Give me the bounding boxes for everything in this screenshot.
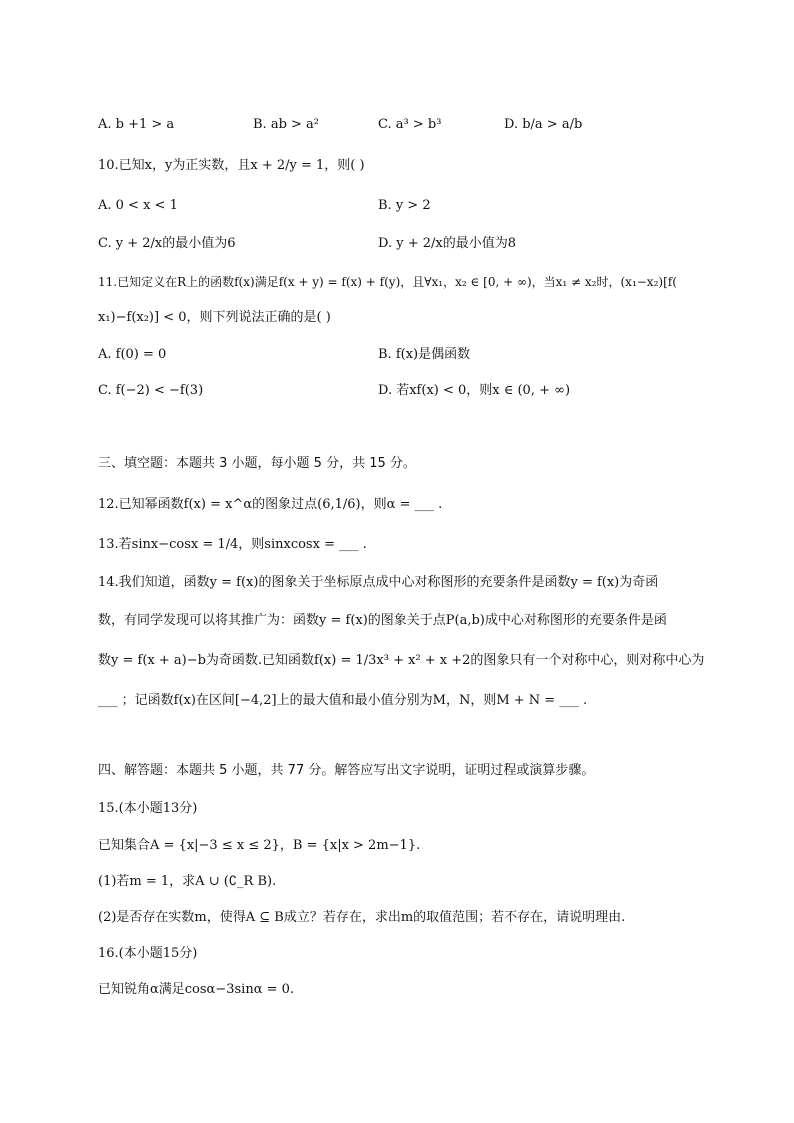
q14-line2: 数，有同学发现可以将其推广为：函数y = f(x)的图象关于点P(a,b)成中心对称图形的充要条件是函 [98, 613, 667, 628]
q14-line3: 数y = f(x + a)−b为奇函数.已知函数f(x) = 1/3x³ + x² + x +2的图象只有一个对称中心，则对称中心为 [98, 653, 705, 668]
q14-line1: 14.我们知道，函数y = f(x)的图象关于坐标原点成中心对称图形的充要条件是函数y = f(x)为奇函 [98, 575, 659, 590]
q11-option-d: D. 若xf(x) < 0，则x ∈ (0, + ∞) [378, 383, 571, 398]
q10-option-a: A. 0 < x < 1 [98, 198, 178, 213]
section-4-heading: 四、解答题：本题共 5 小题，共 77 分。解答应写出文字说明，证明过程或演算步骤。 [98, 763, 595, 778]
q15-part1: (1)若m = 1，求A ∪ (∁_R B). [98, 874, 277, 889]
q16-stem: 已知锐角α满足cosα−3sinα = 0. [98, 982, 295, 997]
q9-option-a: A. b +1 > a [98, 117, 175, 132]
q12: 12.已知幂函数f(x) = x^α的图象过点(6,1/6)，则α = ___ . [98, 497, 443, 512]
q9-option-d: D. b/a > a/b [504, 117, 583, 132]
q10-stem: 10.已知x，y为正实数，且x + 2/y = 1，则( ) [98, 158, 365, 173]
q16-title: 16.(本小题15分) [98, 946, 198, 961]
q10-option-b: B. y > 2 [378, 198, 431, 213]
q11-option-c: C. f(−2) < −f(3) [98, 383, 204, 398]
q10-option-d: D. y + 2/x的最小值为8 [378, 236, 516, 251]
q13: 13.若sinx−cosx = 1/4，则sinxcosx = ___ . [98, 537, 367, 552]
q15-part2: (2)是否存在实数m，使得A ⊆ B成立？若存在，求出m的取值范围；若不存在，请说明理由. [98, 910, 626, 925]
q11-stem-line2: x₁)−f(x₂)] < 0，则下列说法正确的是( ) [98, 310, 331, 325]
q9-option-b: B. ab > a² [253, 117, 320, 132]
q15-stem: 已知集合A = {x|−3 ≤ x ≤ 2}，B = {x|x > 2m−1}. [98, 838, 421, 853]
section-3-heading: 三、填空题：本题共 3 小题，每小题 5 分，共 15 分。 [98, 456, 416, 471]
q11-option-b: B. f(x)是偶函数 [378, 347, 471, 362]
q10-option-c: C. y + 2/x的最小值为6 [98, 236, 236, 251]
q14-line4: ___ ；记函数f(x)在区间[−4,2]上的最大值和最小值分别为M，N，则M + N = ___ . [98, 693, 588, 708]
q9-option-c: C. a³ > b³ [378, 117, 442, 132]
q15-title: 15.(本小题13分) [98, 801, 198, 816]
q11-stem-line1: 11.已知定义在R上的函数f(x)满足f(x + y) = f(x) + f(y)，且∀x₁，x₂ ∈ [0, + ∞)，当x₁ ≠ x₂时，(x₁−x₂)[f( [98, 275, 677, 289]
q11-option-a: A. f(0) = 0 [98, 347, 167, 362]
